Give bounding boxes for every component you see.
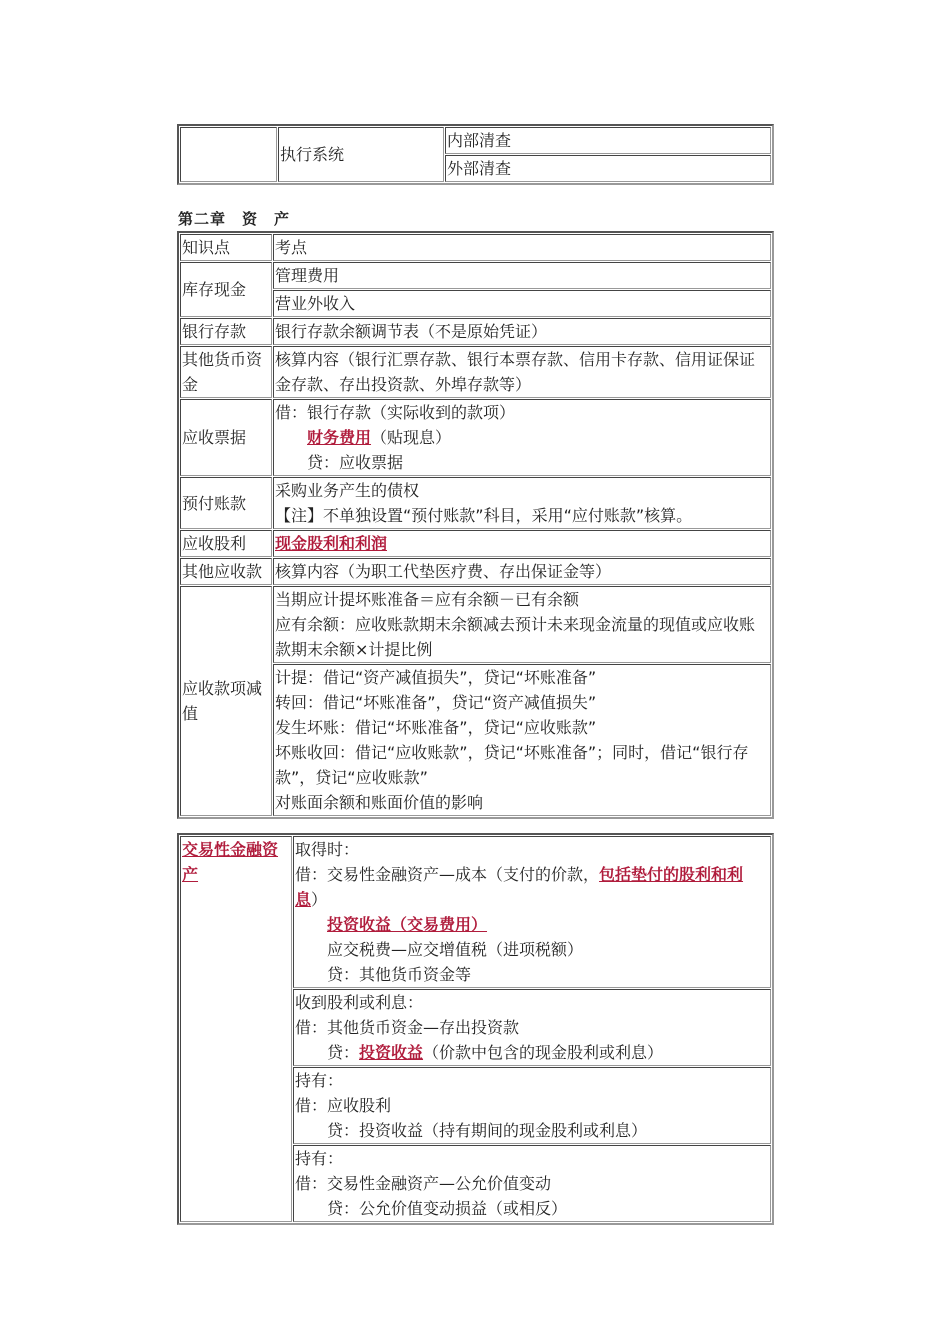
row-label: [180, 530, 272, 557]
label-text: 应收款项减值: [182, 679, 263, 723]
content-text: 持有：: [295, 1149, 344, 1168]
highlight-link[interactable]: 包括垫付的股利和利息: [295, 865, 744, 909]
label-text: 其他应收款: [182, 562, 263, 581]
content-line: [295, 1040, 769, 1065]
content-line: [295, 862, 769, 912]
row-content: [273, 664, 771, 816]
row-content: [273, 586, 771, 663]
table-row: [180, 530, 771, 557]
table-row: [180, 262, 771, 289]
content-text: 应交税费—应交增值税（进项税额）: [327, 940, 584, 959]
highlight-link[interactable]: 现金股利和利润: [275, 534, 388, 553]
content-line: [295, 1093, 769, 1118]
row-content: [273, 558, 771, 585]
content-text: 借：交易性金融资产—公允价值变动: [295, 1174, 552, 1193]
content-text: 贷：应收票据: [307, 453, 404, 472]
content-text: 发生坏账：借记“坏账准备”，贷记“应收账款”: [275, 718, 597, 737]
cell-value: 内部清查: [445, 127, 771, 154]
row-label: [180, 586, 272, 816]
content-text: 贷：公允价值变动损益（或相反）: [327, 1199, 568, 1218]
content-line: [295, 1068, 769, 1093]
label-text: 其他货币资金: [182, 350, 263, 394]
table-trading-financial-assets: [177, 833, 774, 1225]
content-line: [275, 612, 769, 662]
content-text: ）: [311, 890, 328, 909]
cell-label: 执行系统: [278, 127, 444, 182]
content-text: 采购业务产生的债权: [275, 481, 420, 500]
content-text: 营业外收入: [275, 294, 356, 313]
content-line: [275, 690, 769, 715]
table-row: [180, 586, 771, 663]
table-row: [180, 558, 771, 585]
row-label: [180, 318, 272, 345]
content-line: [295, 1196, 769, 1221]
row-label: [180, 836, 292, 1222]
content-text: 借：应收股利: [295, 1096, 392, 1115]
content-line: [275, 503, 769, 528]
row-content: [293, 1145, 771, 1222]
content-line: [295, 962, 769, 987]
content-text: 核算内容（银行汇票存款、银行本票存款、信用卡存款、信用证保证金存款、存出投资款、外埠存款等）: [275, 350, 756, 394]
content-line: [295, 1146, 769, 1171]
content-text: 管理费用: [275, 266, 340, 285]
content-text: 持有：: [295, 1071, 344, 1090]
label-text: 预付账款: [182, 493, 247, 513]
content-line: [295, 937, 769, 962]
label-text: 应收票据: [182, 428, 247, 447]
row-content: [293, 836, 771, 988]
content-text: 对账面余额和账面价值的影响: [275, 793, 484, 812]
content-line: [275, 400, 769, 425]
content-line: [275, 559, 769, 584]
content-text: 当期应计提坏账准备＝应有余额－已有余额: [275, 590, 580, 609]
highlight-link[interactable]: 投资收益（交易费用）: [327, 915, 488, 934]
content-line: [275, 478, 769, 503]
highlight-link[interactable]: 投资收益: [359, 1043, 424, 1062]
row-content: [293, 1067, 771, 1144]
content-line: [275, 235, 769, 260]
content-line: [295, 912, 769, 937]
content-line: [295, 837, 769, 862]
chapter-title: 第二章 资 产: [178, 210, 291, 228]
content-text: （贴现息）: [371, 428, 452, 447]
table-control-system: [177, 124, 774, 185]
content-text: 借：其他货币资金—存出投资款: [295, 1018, 520, 1037]
empty-cell: [180, 127, 277, 182]
cell-value: 外部清查: [445, 155, 771, 182]
row-content: [273, 234, 771, 261]
table-row: [180, 127, 771, 154]
content-line: [275, 347, 769, 397]
content-line: [275, 450, 769, 475]
row-content: [273, 346, 771, 398]
row-label: [180, 558, 272, 585]
content-line: [275, 740, 769, 790]
label-text: 知识点: [182, 238, 231, 257]
row-content: [273, 530, 771, 557]
content-line: [275, 263, 769, 288]
row-label: [180, 262, 272, 317]
highlight-link[interactable]: 交易性金融资产: [182, 840, 279, 884]
table-row: [180, 318, 771, 345]
content-line: [295, 1171, 769, 1196]
content-line: [275, 291, 769, 316]
row-content: [273, 262, 771, 289]
content-text: 计提：借记“资产减值损失”，贷记“坏账准备”: [275, 668, 597, 687]
table-row: [180, 234, 771, 261]
content-line: [295, 1118, 769, 1143]
content-text: （价款中包含的现金股利或利息）: [423, 1043, 664, 1062]
content-text: 借：交易性金融资产—成本（支付的价款，: [295, 865, 600, 884]
label-text: 应收股利: [182, 534, 247, 553]
row-label: [180, 346, 272, 398]
content-text: 考点: [275, 238, 308, 257]
content-text: 转回：借记“坏账准备”，贷记“资产减值损失”: [275, 693, 597, 712]
content-line: [275, 790, 769, 815]
row-label: [180, 234, 272, 261]
content-text: 借：银行存款（实际收到的款项）: [275, 403, 516, 422]
row-content: [273, 399, 771, 476]
row-label: [180, 399, 272, 476]
table-row: [180, 346, 771, 398]
content-line: [275, 319, 769, 344]
content-text: 贷：投资收益（持有期间的现金股利或利息）: [327, 1121, 648, 1140]
content-text: 应有余额：应收账款期末余额减去预计未来现金流量的现值或应收账款期末余额×计提比例: [275, 615, 756, 659]
highlight-link[interactable]: 财务费用: [307, 428, 372, 447]
content-text: 收到股利或利息：: [295, 993, 424, 1012]
table-row: [180, 836, 771, 988]
row-content: [273, 318, 771, 345]
content-line: [295, 990, 769, 1015]
table-row: [180, 477, 771, 529]
label-text: 库存现金: [182, 280, 247, 299]
content-text: 坏账收回：借记“应收账款”，贷记“坏账准备”；同时，借记“银行存款”，贷记“应收账款”: [275, 743, 749, 787]
content-line: [275, 665, 769, 690]
table-row: [180, 399, 771, 476]
row-content: [273, 477, 771, 529]
content-line: [295, 1015, 769, 1040]
content-line: [275, 715, 769, 740]
label-text: 银行存款: [182, 322, 247, 341]
content-line: [275, 587, 769, 612]
content-line: [275, 531, 769, 556]
content-text: 【注】不单独设置“预付账款”科目，采用“应付账款”核算。: [275, 506, 693, 525]
content-text: 贷：: [327, 1043, 360, 1062]
row-content: [273, 290, 771, 317]
content-text: 核算内容（为职工代垫医疗费、存出保证金等）: [275, 562, 612, 581]
table-assets: [177, 231, 774, 819]
content-text: 银行存款余额调节表（不是原始凭证）: [275, 322, 548, 341]
content-text: 贷：其他货币资金等: [327, 965, 472, 984]
row-label: [180, 477, 272, 529]
content-text: 取得时：: [295, 840, 360, 859]
content-line: [275, 425, 769, 450]
row-content: [293, 989, 771, 1066]
